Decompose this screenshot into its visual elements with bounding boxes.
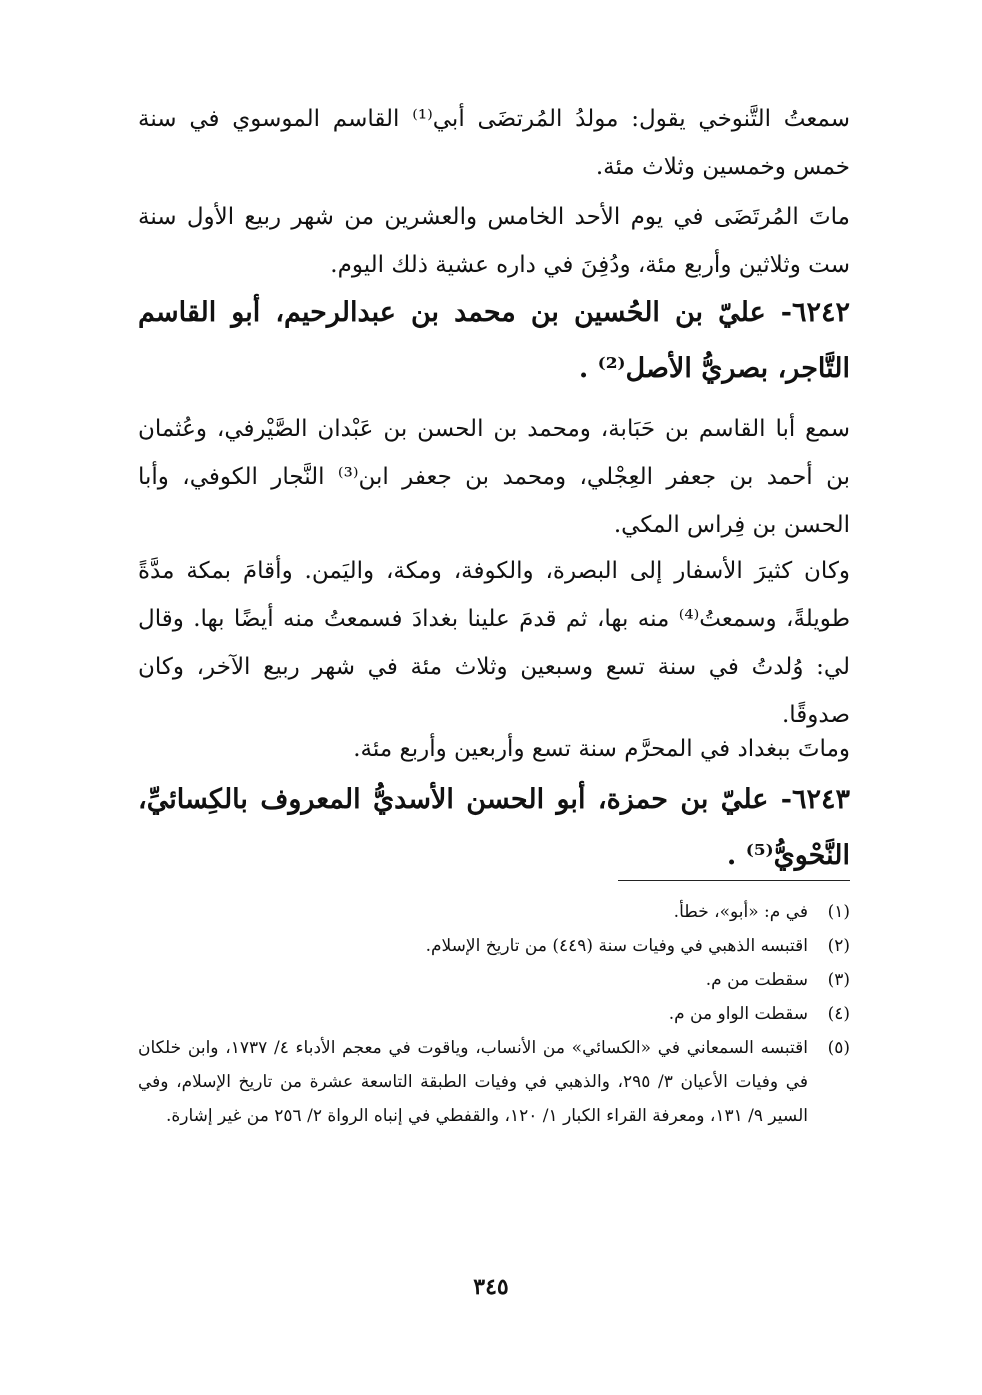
paragraph-heard-from: سمع أبا القاسم بن حَبَابة، ومحمد بن الحسن بن عَبْدان الصَّيْرفي، وعُثمان بن أحمد بن جعفر العِجْلي، ومحمد بن جعفر ابن⁽³⁾ النَّجار الكوفي، وأبا الحسن بن فِراس المكي. (138, 416, 850, 538)
footnote-number: (٢) (827, 936, 850, 956)
paragraph-travels: وكان كثيرَ الأسفار إلى البصرة، والكوفة، ومكة، واليَمن. وأقامَ بمكة مدَّةً طويلةً، وسمعتُ⁽⁴⁾ منه بها، ثم قدمَ علينا بغدادَ فسمعتُ منه أيضًا بها. وقال لي: وُلدتُ في سنة تسع وسبعين وثلاث مئة في شهر ربيع الآخر، وكان صدوقًا. (138, 558, 850, 728)
entry-heading-6243: ٦٢٤٣- عليّ بن حمزة، أبو الحسن الأسديُّ المعروف بالكِسائيِّ، النَّحْويُّ⁽⁵⁾ . (138, 784, 850, 871)
footnotes-section (138, 895, 850, 1133)
footnote-text: سقطت الواو من م. (668, 1004, 808, 1024)
footnote-separator (618, 880, 850, 881)
paragraph-murtada-death: ماتَ المُرتَضَى في يوم الأحد الخامس والعشرين من شهر ربيع الأول سنة ست وثلاثين وأربع مئة، ودُفِنَ في داره عشية ذلك اليوم. (138, 204, 850, 278)
footnote-5 (138, 1031, 850, 1133)
footnote-text: في م: «أبو»، خطأ. (673, 902, 808, 922)
paragraph-death-baghdad: وماتَ ببغداد في المحرَّم سنة تسع وأربعين وأربع مئة. (353, 736, 850, 762)
footnote-number: (٣) (827, 970, 850, 990)
footnote-text: اقتبسه السمعاني في «الكسائي» من الأنساب، وياقوت في معجم الأدباء ٤/ ١٧٣٧، وابن خلكان في وفيات الأعيان ٣/ ٢٩٥، والذهبي في وفيات الطبقة التاسعة عشرة من تاريخ الإسلام، وفي السير ٩/ ١٣١، ومعرفة القراء الكبار ١/ ١٢٠، والقفطي في إنباه الرواة ٢/ ٢٥٦ من غير إشارة. (138, 1038, 809, 1126)
footnote-number: (١) (827, 902, 850, 922)
footnote-3 (138, 963, 850, 997)
page-number: ٣٤٥ (473, 1274, 509, 1300)
footnote-4 (138, 997, 850, 1031)
footnote-text: اقتبسه الذهبي في وفيات سنة (٤٤٩) من تاريخ الإسلام. (425, 936, 808, 956)
paragraph-tanukhi-birth: سمعتُ التَّنوخي يقول: مولدُ المُرتضَى أبي⁽¹⁾ القاسم الموسوي في سنة خمس وخمسين وثلاث مئة. (138, 106, 850, 180)
footnote-number: (٥) (827, 1038, 850, 1058)
entry-heading-6242: ٦٢٤٢- عليّ بن الحُسين بن محمد بن عبدالرحيم، أبو القاسم التَّاجر، بصريُّ الأصل⁽²⁾ . (138, 297, 850, 384)
footnote-text: سقطت من م. (705, 970, 808, 990)
footnote-2 (138, 929, 850, 963)
footnote-1 (138, 895, 850, 929)
footnote-number: (٤) (827, 1004, 850, 1024)
